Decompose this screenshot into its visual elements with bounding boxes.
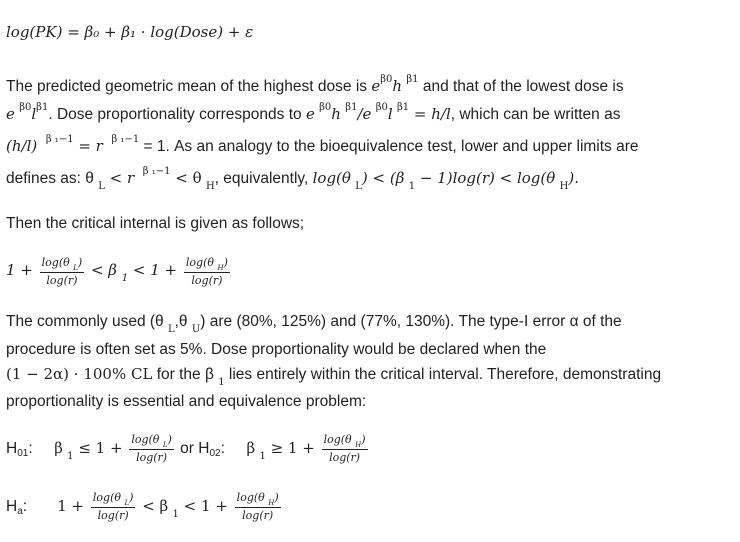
- math: e: [6, 105, 15, 123]
- fraction: [322, 432, 368, 465]
- superscript: β1: [406, 74, 419, 85]
- denominator: log(r): [191, 273, 223, 287]
- fraction: [184, 255, 230, 288]
- math: β: [54, 439, 63, 457]
- paragraph-line-3: [6, 136, 639, 159]
- paragraph2-line-4: proportionality is essential and equivalence problem:: [6, 393, 367, 410]
- subscript: 02: [209, 448, 221, 459]
- math: < r: [104, 169, 135, 187]
- math: < 1 +: [178, 497, 233, 515]
- math: − 1)log(r) < log(θ: [415, 169, 556, 187]
- denominator: log(r): [242, 509, 274, 523]
- math: < β: [86, 261, 117, 279]
- math: 1 +: [6, 261, 38, 279]
- denominator: log(r): [46, 273, 78, 287]
- subscript: 1: [259, 451, 266, 462]
- subscript: 1: [172, 509, 179, 520]
- math: l: [387, 105, 393, 123]
- math: (1 − 2α) · 100% CL: [6, 365, 153, 383]
- superscript: β1: [36, 102, 49, 113]
- numerator: log(θ: [131, 433, 163, 447]
- text: , equivalently,: [214, 170, 313, 187]
- math: h: [392, 77, 403, 95]
- math: ) < (β: [361, 169, 405, 187]
- numerator-end: ): [361, 433, 366, 447]
- text: ) are (80%, 125%) and (77%, 130%). The type-I error α of the: [200, 313, 622, 330]
- text: ,θ: [174, 313, 188, 330]
- alternative-hypothesis: [6, 490, 283, 525]
- subscript: 01: [17, 448, 29, 459]
- subscript: 1: [121, 273, 129, 284]
- subscript: L: [98, 181, 105, 192]
- denominator: log(r): [136, 451, 168, 465]
- superscript: β0: [375, 102, 388, 113]
- text: and that of the lowest dose is: [418, 78, 624, 95]
- subscript: L: [167, 324, 175, 335]
- text: for the β: [152, 366, 214, 383]
- h01-label: H: [6, 440, 18, 457]
- subscript: H: [205, 181, 215, 192]
- text: lies entirely within the critical interval. Therefore, demonstrating: [224, 366, 662, 383]
- math: /e: [357, 105, 372, 123]
- ha-label: H: [6, 498, 18, 515]
- numerator-end: ): [167, 433, 172, 447]
- math: ≤ 1 +: [73, 439, 128, 457]
- math: log(θ: [312, 169, 351, 187]
- math: = r: [73, 137, 103, 155]
- numerator: log(θ: [41, 255, 74, 269]
- math: = h/l: [409, 105, 451, 123]
- paragraph-line-2: [6, 104, 620, 127]
- numerator: log(θ: [92, 491, 125, 505]
- superscript: β0: [319, 102, 332, 113]
- math: < 1 +: [128, 261, 182, 279]
- numerator-end: ): [223, 255, 228, 269]
- subscript: L: [355, 181, 362, 192]
- subscript: a: [17, 506, 23, 517]
- numerator-end: ): [129, 491, 134, 505]
- numerator: log(θ: [323, 433, 356, 447]
- colon: :: [22, 498, 28, 515]
- numerator-end: ): [77, 255, 83, 269]
- subscript: 1: [67, 451, 74, 462]
- superscript: β0: [19, 102, 32, 113]
- colon: :: [220, 440, 225, 457]
- superscript: β1: [345, 102, 358, 113]
- math: e: [371, 77, 381, 95]
- null-hypotheses: [6, 432, 370, 467]
- subscript: 1: [218, 377, 225, 388]
- paragraph2-line-2: procedure is often set as 5%. Dose proportionality would be declared when the: [6, 341, 547, 358]
- math: 1 +: [57, 497, 89, 515]
- text: defines as: θ: [6, 170, 94, 187]
- math: < β: [137, 497, 169, 515]
- colon: :: [28, 440, 33, 457]
- text: , which can be written as: [450, 106, 621, 123]
- fraction: [129, 432, 174, 465]
- math: ≥ 1 +: [265, 439, 320, 457]
- superscript: β0: [380, 74, 393, 85]
- math: (h/l): [6, 137, 38, 155]
- numerator: log(θ: [185, 255, 218, 269]
- subscript: H: [217, 263, 224, 272]
- numerator-end: ): [274, 491, 279, 505]
- math: e: [305, 105, 315, 123]
- paragraph2-line-1: [6, 312, 622, 334]
- subscript: L: [162, 441, 168, 450]
- fraction: [40, 255, 85, 288]
- model-equation: log(PK) = β₀ + β₁ · log(Dose) + ε: [6, 23, 254, 41]
- paragraph-line-5: Then the critical internal is given as follows;: [6, 215, 305, 232]
- text: The predicted geometric mean of the highest dose is: [6, 78, 372, 95]
- subscript: U: [191, 324, 201, 335]
- subscript: L: [124, 499, 130, 508]
- superscript: β1: [396, 102, 410, 113]
- text: The commonly used (θ: [6, 313, 164, 330]
- subscript: 1: [408, 181, 416, 192]
- math: ).: [568, 169, 579, 187]
- subscript: H: [268, 499, 275, 508]
- numerator: log(θ: [236, 491, 269, 505]
- subscript: H: [559, 181, 569, 192]
- fraction: [235, 490, 281, 523]
- superscript: β ₁−1: [45, 134, 74, 145]
- text: = 1. As an analogy to the bioequivalence test, lower and upper limits are: [139, 138, 639, 155]
- subscript: L: [73, 263, 78, 272]
- superscript: β ₁−1: [111, 134, 140, 145]
- subscript: H: [355, 441, 362, 450]
- math: h: [331, 105, 341, 123]
- superscript: β ₁−1: [142, 166, 171, 177]
- math: l: [31, 105, 37, 123]
- denominator: log(r): [97, 509, 129, 523]
- text: . Dose proportionality corresponds to: [48, 106, 306, 123]
- text: or: [175, 440, 199, 457]
- math: < θ: [170, 169, 202, 187]
- fraction: [91, 490, 136, 523]
- h02-label: H: [198, 440, 210, 457]
- paragraph2-line-3: [6, 364, 661, 387]
- denominator: log(r): [329, 451, 361, 465]
- paragraph-line-1: [6, 76, 624, 99]
- math: β: [246, 439, 256, 457]
- paragraph-line-4: [6, 168, 579, 191]
- critical-interval-equation: [6, 254, 232, 289]
